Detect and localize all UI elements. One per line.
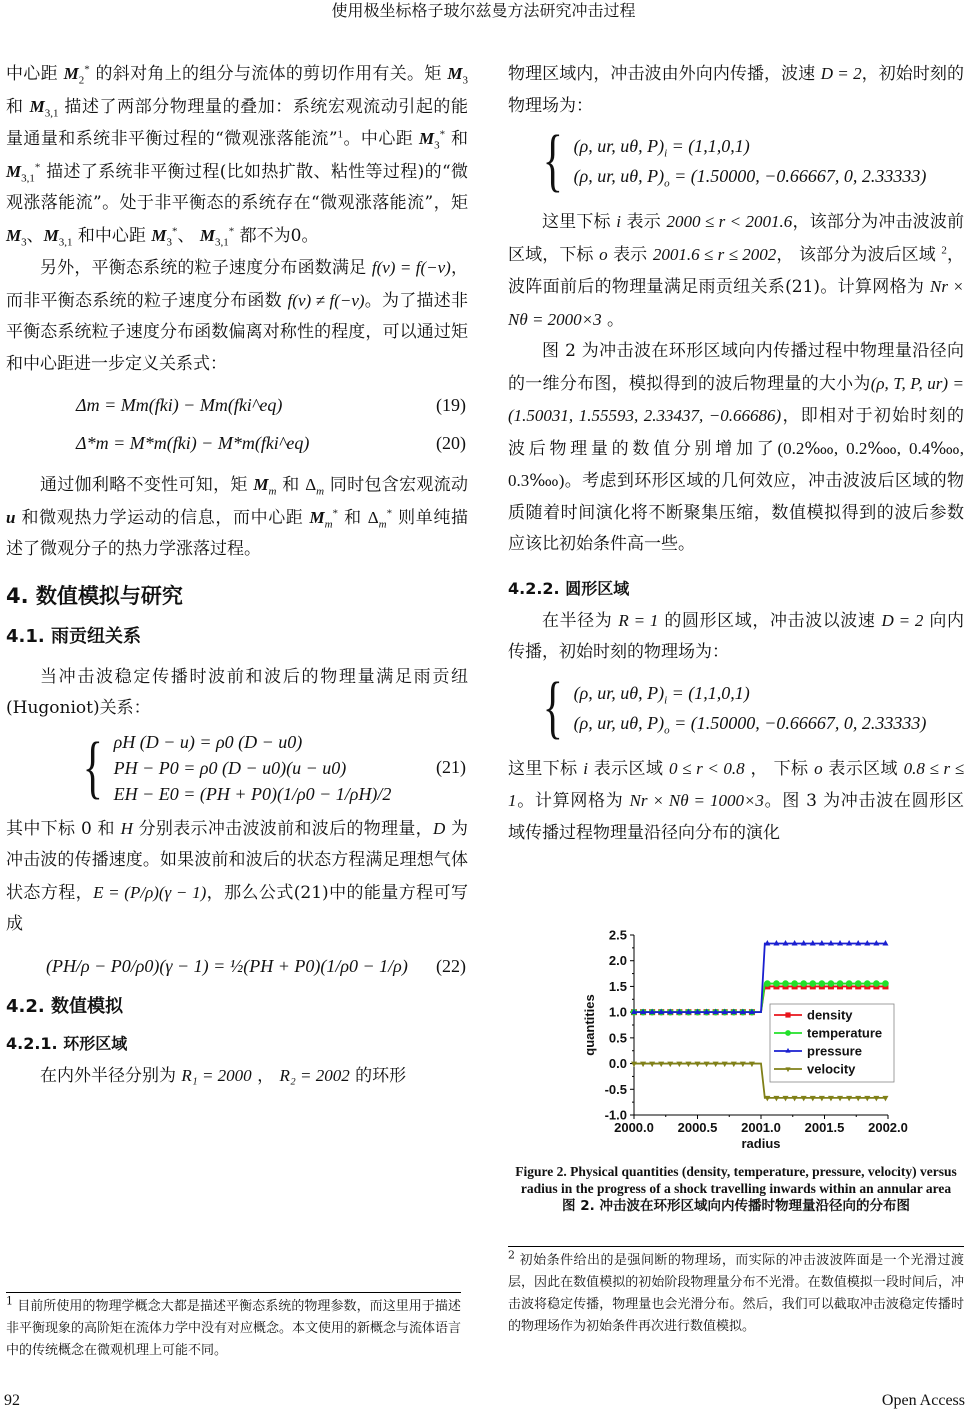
figure-2: [572, 915, 908, 1160]
section-heading-4-1: 4.1. 雨贡纽关系: [6, 625, 141, 647]
marker-circle: [873, 980, 880, 987]
left-brace-icon: {: [542, 122, 563, 199]
marker-circle: [819, 980, 826, 987]
figure-2-chart: [572, 915, 908, 1160]
paragraph-circular: 在半径为 R = 1 的圆形区域，冲击波以波速 D = 2 向内传播，初始时刻的物理场为：: [508, 610, 965, 662]
marker-circle: [764, 980, 771, 987]
paragraph-hugoniot: 当冲击波稳定传播时波前和波后的物理量满足雨贡纽(Hugoniot)关系：: [6, 666, 468, 718]
paragraph-regions-circular: 这里下标 i 表示区域 0 ≤ r < 0.8 ， 下标 o 表示区域 0.8 ≤ r ≤ 1。计算网格为 Nr × Nθ = 1000×3。图 3 为冲击波在圆形区域传播过程物理量沿径向分布的演化: [508, 758, 965, 843]
marker-circle: [809, 980, 816, 987]
running-head: 使用极坐标格子玻尔兹曼方法研究冲击过程: [331, 1, 636, 20]
paragraph-galilean: 通过伽利略不变性可知，矩 $M_m$ 和 $\Delta_m$ 同时包含宏观流动 u 和微观热力学运动的信息，而中心距 $M_m^*$ 和 $\Delta_m^*$ 则单纯描述了微观分子的热力学涨落过程。: [6, 475, 468, 559]
y-tick-label: 1.0: [608, 1004, 627, 1020]
marker-square: [785, 1012, 790, 1017]
x-tick-label: 2000.0: [614, 1120, 654, 1135]
chart-legend: [770, 1004, 894, 1082]
right-column: [508, 58, 964, 849]
y-tick-label: 2.5: [608, 927, 627, 943]
left-brace-icon: {: [542, 668, 563, 746]
footnote-divider: [508, 1246, 964, 1247]
marker-circle: [837, 980, 844, 987]
section-heading-4-2-2: 4.2.2. 圆形区域: [508, 578, 630, 598]
formula-asymmetric: f(v) ≠ f(−v): [287, 290, 365, 310]
legend-label: density: [807, 1007, 853, 1023]
footnote-1: $^1$ 目前所使用的物理学概念大都是描述平衡态系统的物理参数，而这里用于描述非平衡现象的高阶矩在流体力学中没有对应概念。本文使用的新概念与流体语言中的传统概念在微观机理上可能不同。: [6, 1294, 462, 1358]
footnote-2: $^2$ 初始条件给出的是强间断的物理场，而实际的冲击波波阵面是一个光滑过渡层，因此在数值模拟的初始阶段物理量分布不光滑。在数值模拟一段时间后，冲击波将稳定传播，物理量也会光滑分布。然后，我们可以截取冲击波稳定传播时的物理场作为初始条件再次进行数值模拟。: [508, 1248, 964, 1334]
paragraph-state-equation: 其中下标 0 和 H 分别表示冲击波波前和波后的物理量，D 为冲击波的传播速度。如果波前和波后的状态方程满足理想气体状态方程，E = (P/ρ)(γ − 1)，那么公式(21)中的能量方程可写成: [6, 818, 469, 934]
y-axis-label: quantities: [582, 994, 597, 1056]
footnote-ref-2[interactable]: 2: [941, 243, 947, 256]
equation-19: Δm = Mm(fki) − Mm(fki^eq) (19): [76, 395, 466, 415]
paragraph-moments: 中心距 $M_2^*$ 的斜对角上的组分与流体的剪切作用有关。矩 $M_3$ 和 $M_{3,1}$ 描述了两部分物理量的叠加：系统宏观流动引起的能量通量和系统非平衡过程的“微观涨落能流”$^1$。中心距 $M_3^*$ 和 $M_{3,1}^*$ 描述了系统非平衡过程(比如热扩散、粘性等过程)的“微观涨落能流”。处于非平衡态的系统存在“微观涨落能流”，矩 $M_3$、$M_{3,1}$ 和中心距 $M_3^*$、 $M_{3,1}^*$ 都不为0。: [6, 63, 469, 248]
footnote-divider: [6, 1292, 461, 1293]
marker-circle: [791, 980, 798, 987]
left-column: [6, 58, 468, 1093]
y-tick-label: -0.5: [604, 1081, 627, 1097]
footer-open-access: Open Access: [881, 1392, 965, 1409]
marker-circle: [785, 1030, 791, 1036]
x-tick-label: 2000.5: [677, 1120, 718, 1135]
marker-circle: [864, 980, 871, 987]
legend-label: velocity: [807, 1061, 856, 1077]
formula-symmetric: f(v) = f(−v): [371, 258, 451, 277]
section-heading-4-2-1: 4.2.1. 环形区域: [6, 1034, 128, 1053]
page-number: 92: [4, 1392, 20, 1409]
x-axis-label: radius: [741, 1136, 781, 1151]
equation-21: { ρH (D − u) = ρ0 (D − u0) PH − P0 = ρ0 (D − u0)(u − u0) EH − E0 = (PH + P0)(1/ρ0 − 1/ρH)/2 (21): [82, 728, 466, 806]
marker-circle: [782, 980, 789, 987]
initial-condition-annular: { (ρ, ur, uθ, $P)_i = (1,1,0,1)$ (ρ, ur, uθ, $P)_o = (1.50000$, −0.66667, 0, 2.33333): [542, 122, 927, 199]
figure-2-caption-cn: 图 2. 冲击波在环形区域向内传播时物理量沿径向的分布图: [562, 1198, 910, 1214]
legend-label: temperature: [807, 1025, 883, 1041]
series-pressure: [631, 940, 888, 1014]
left-brace-icon: {: [82, 728, 103, 806]
footnote-ref-1[interactable]: 1: [337, 128, 344, 141]
marker-circle: [800, 980, 807, 987]
marker-circle: [828, 980, 835, 987]
paragraph-distribution: 另外，平衡态系统的粒子速度分布函数满足 f(v) = f(−v)，而非平衡态系统的粒子速度分布函数 f(v) ≠ f(−v)。为了描述非平衡态系统粒子速度分布函数偏离对称性的程度，可以通过矩和中心距进一步定义关系式：: [6, 258, 469, 374]
y-tick-label: 0.5: [608, 1030, 627, 1046]
paragraph-initial-field: 物理区域内，冲击波由外向内传播，波速 D = 2，初始时刻的物理场为：: [508, 64, 965, 116]
figure-2-caption: [508, 1163, 964, 1215]
equation-20: Δ*m = M*m(fki) − M*m(fki^eq) (20): [76, 432, 466, 453]
y-tick-label: 0.0: [608, 1056, 627, 1072]
x-tick-label: 2001.5: [804, 1120, 845, 1135]
paragraph-regions-annular: 这里下标 i 表示 2000 ≤ r < 2001.6，该部分为冲击波波前区域，下标 o 表示 2001.6 ≤ r ≤ 2002， 该部分为波后区域 $^2$，波阵面前后的物理量满足雨贡纽关系(21)。计算网格为 Nr × Nθ = 2000×3 。: [508, 212, 965, 330]
series-line-pressure: [634, 944, 885, 1013]
initial-condition-circular: { (ρ, ur, uθ, $P)_i = (1,1,0,1)$ (ρ, ur, uθ, $P)_o = (1.50000$, −0.66667, 0, 2.33333): [542, 668, 927, 746]
section-heading-4-2: 4.2. 数值模拟: [6, 996, 123, 1017]
figure-2-caption-en: Figure 2. Physical quantities (density, temperature, pressure, velocity) versus radius in the progress of a shock travelling inwards within an annular area: [515, 1164, 957, 1196]
y-tick-label: 1.5: [608, 978, 627, 994]
marker-circle: [882, 980, 889, 987]
x-tick-label: 2001.0: [741, 1120, 781, 1135]
marker-circle: [855, 980, 862, 987]
equation-22: (PH/ρ − P0/ρ0)(γ − 1) = ½(PH + P0)(1/ρ0 − 1/ρ) (22): [46, 955, 466, 976]
marker-circle: [773, 980, 780, 987]
paragraph-results-annular: 图 2 为冲击波在环形区域向内传播过程中物理量沿径向的一维分布图，模拟得到的波后物理量的大小为(ρ, T, P, ur) = (1.50031, 1.55593, 2.33437, −0.66686)，即相对于初始时刻的波后物理量的数值分别增加了(0.2‱, 0.2‱, 0.4‱, 0.3‱)。考虑到环形区域的几何效应，冲击波波后区域的物质随着时间演化将不断聚集压缩，数值模拟得到的波后参数应该比初始条件高一些。: [508, 341, 965, 554]
legend-label: pressure: [807, 1043, 862, 1059]
paragraph-annular: 在内外半径分别为 R₁ = 2000 ， R₂ = 2002 的环形: [40, 1066, 407, 1086]
y-tick-label: 2.0: [608, 953, 627, 969]
section-heading-4: 4. 数值模拟与研究: [6, 583, 183, 608]
x-tick-label: 2002.0: [868, 1120, 908, 1135]
marker-circle: [846, 980, 853, 987]
y-tick-label: -1.0: [604, 1107, 627, 1123]
